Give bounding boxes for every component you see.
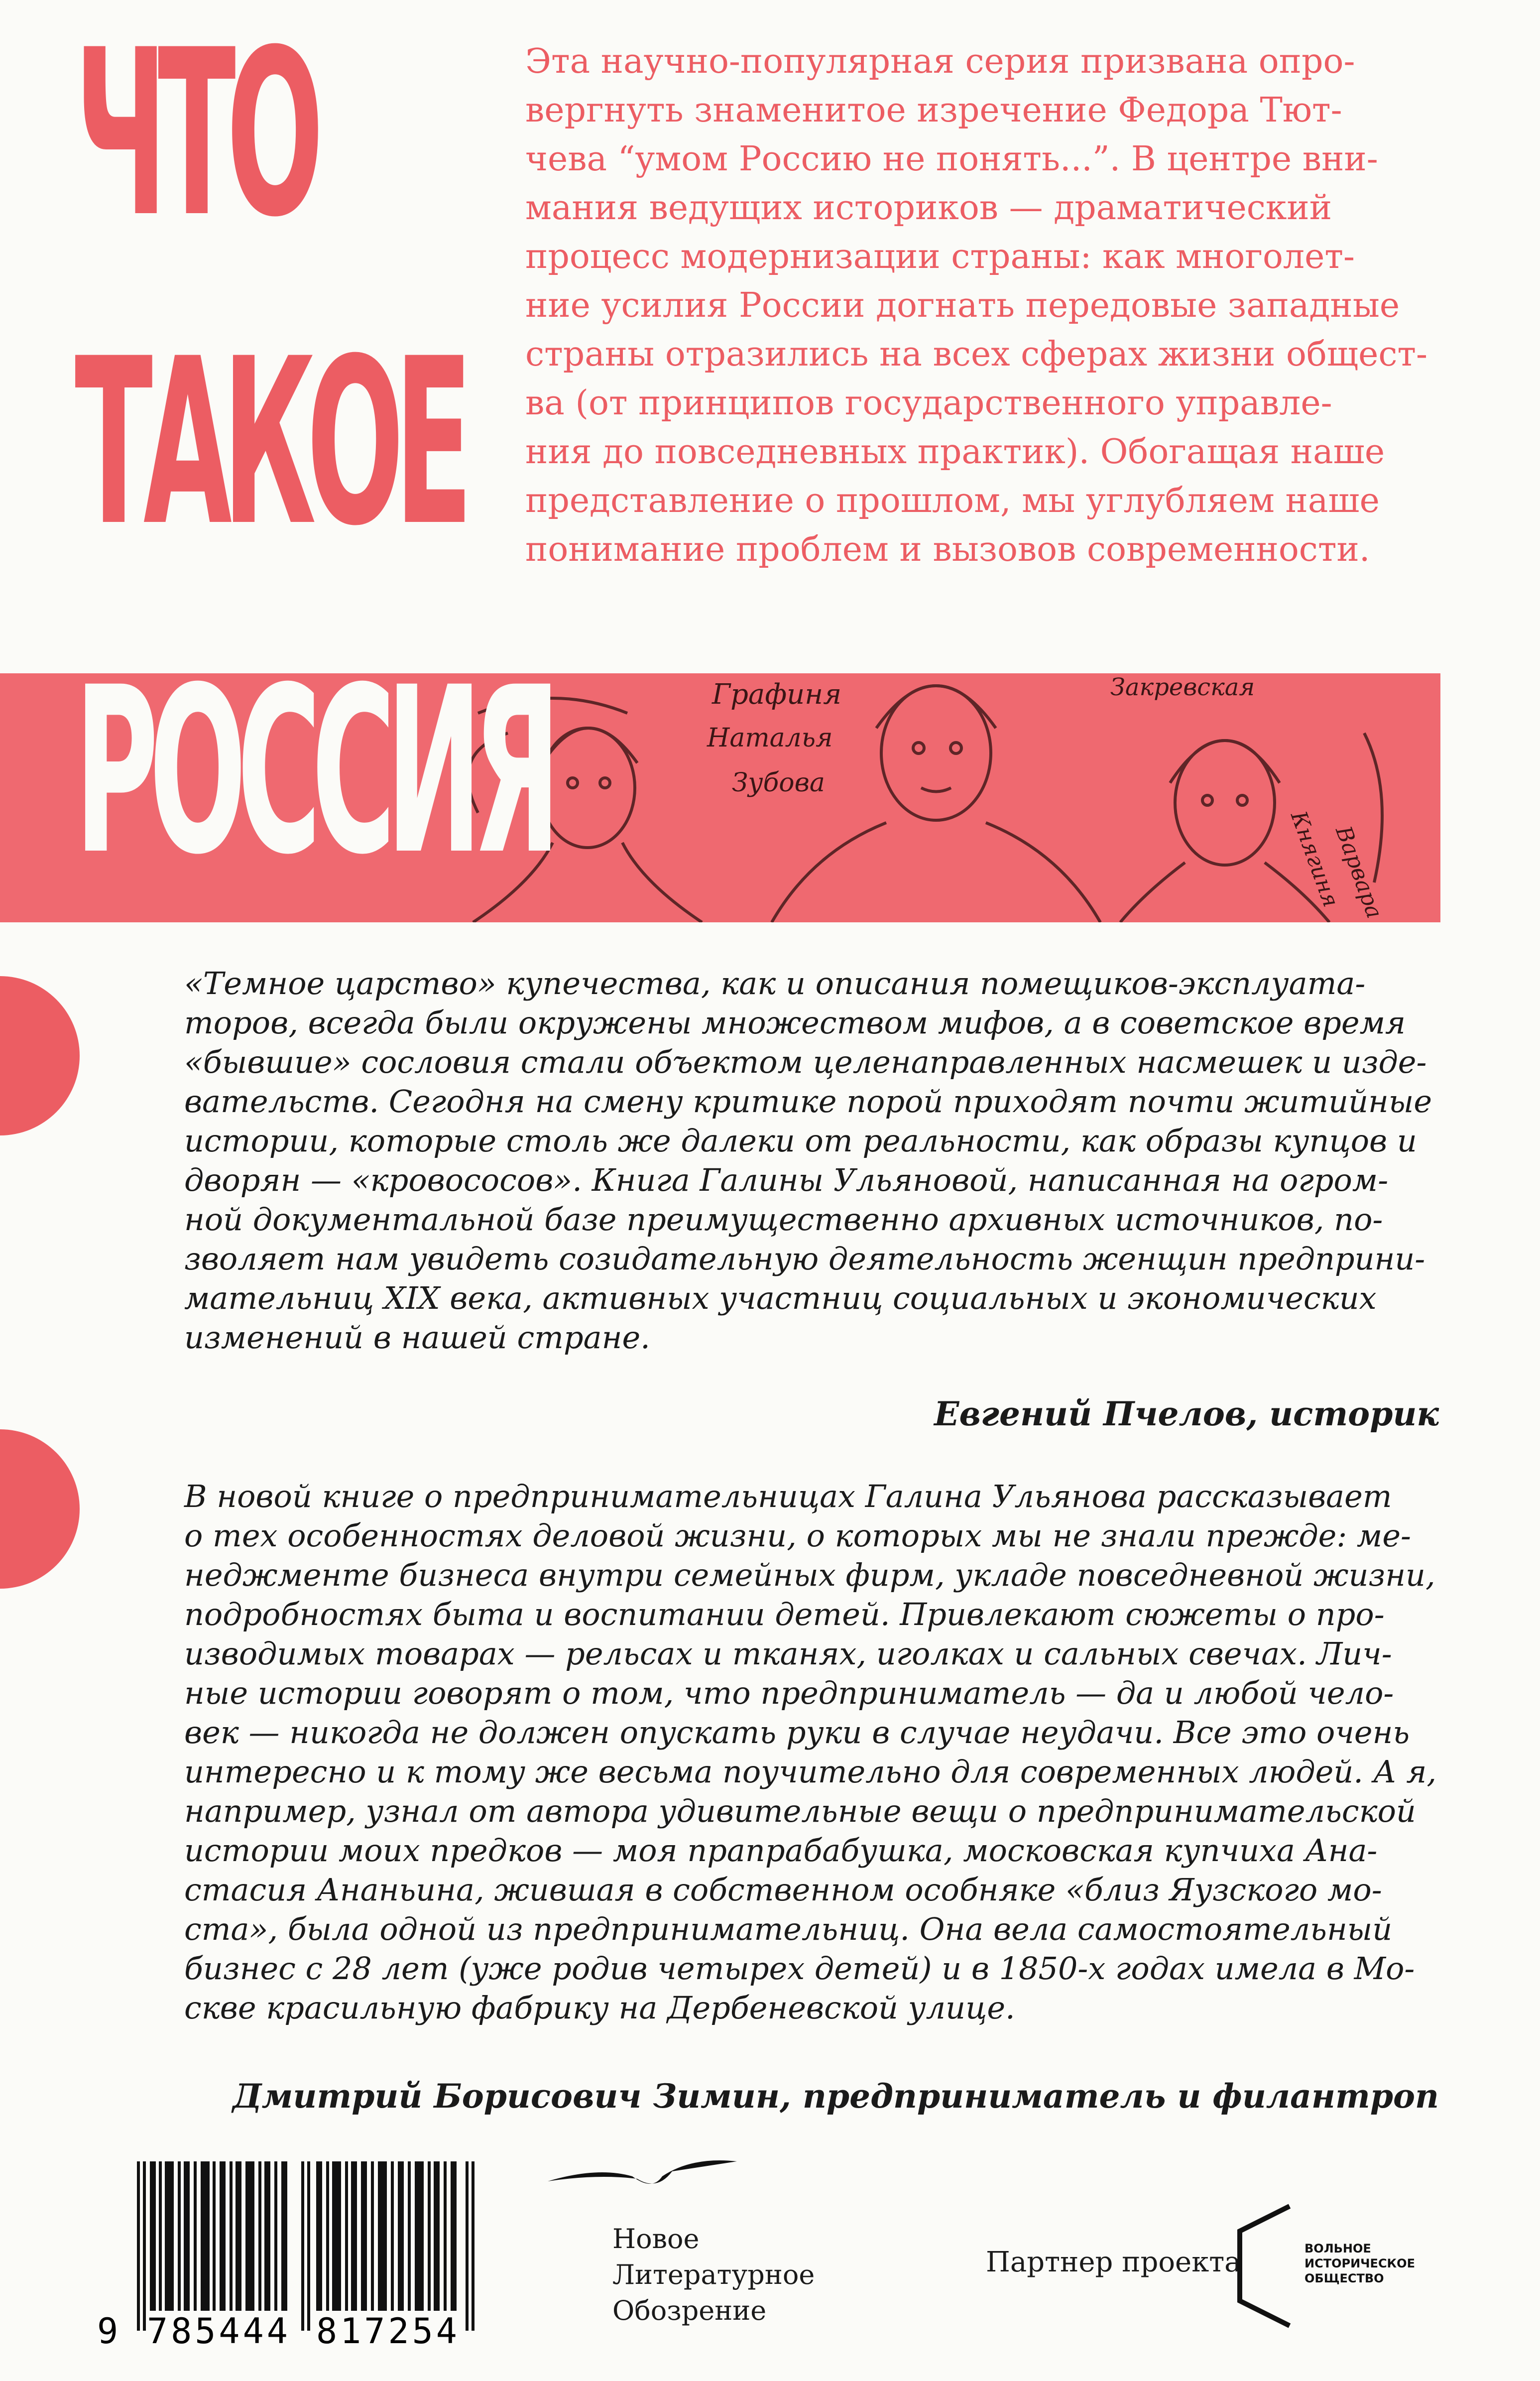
intro-line: ва (от принципов государственного управле- xyxy=(525,383,1332,423)
intro-line: ние усилия России догнать передовые западные xyxy=(525,286,1400,325)
intro-line: ния до повседневных практик). Обогащая наше xyxy=(525,432,1385,472)
handwritten-caption: Варвара xyxy=(1330,823,1388,922)
review-line: «Темное царство» купечества, как и описания помещиков-эксплуата- xyxy=(184,965,1366,1002)
handwritten-caption: Наталья xyxy=(707,723,833,753)
review-line: «бывшие» сословия стали объектом целенаправленных насмешек и изде- xyxy=(184,1044,1427,1080)
intro-line: представление о прошлом, мы углубляем наше xyxy=(525,481,1380,520)
publisher-line: Литературное xyxy=(612,2259,815,2290)
series-title-line-3: РОССИЯ xyxy=(75,638,552,905)
review-line: истории моих предков — моя прапрабабушка, московская купчиха Ана- xyxy=(184,1832,1378,1869)
review-line: век — никогда не должен опускать руки в случае неудачи. Все это очень xyxy=(184,1714,1410,1751)
review-line: неджменте бизнеса внутри семейных фирм, укладе повседневной жизни, xyxy=(184,1557,1435,1593)
handwritten-caption: Закревская xyxy=(1110,673,1255,701)
review-line: истории, которые столь же далеки от реальности, как образы купцов и xyxy=(184,1123,1417,1159)
review-line: стасия Ананьина, жившая в собственном особняке «близ Яузского мо- xyxy=(184,1872,1382,1908)
isbn-barcode xyxy=(97,2161,490,2366)
publisher-line: Новое xyxy=(612,2223,700,2255)
partner-label: Партнер проекта xyxy=(986,2246,1241,2278)
review-line: ной документальной базе преимущественно архивных источников, по- xyxy=(184,1201,1383,1238)
review-line: бизнес с 28 лет (уже родив четырех детей) и в 1850-х годах имела в Мо- xyxy=(184,1950,1415,1987)
series-title-line-2: ТАКОЕ xyxy=(75,310,464,576)
review-line: мательниц XIX века, активных участниц социальных и экономических xyxy=(184,1280,1377,1316)
publisher-line: Обозрение xyxy=(612,2295,767,2326)
barcode-bars xyxy=(132,2161,490,2331)
review-line: В новой книге о предпринимательницах Галина Ульянова рассказывает xyxy=(184,1478,1392,1514)
handwritten-caption: Княгиня xyxy=(1286,808,1344,911)
decorative-dot xyxy=(0,1429,80,1589)
review-author-pchelov: Евгений Пчелов, историк xyxy=(934,1394,1439,1433)
barcode-digits-group-2: 817254 xyxy=(316,2311,460,2352)
partner-logo xyxy=(1230,2201,1439,2331)
intro-line: понимание проблем и вызовов современности. xyxy=(525,530,1370,569)
intro-line: Эта научно-популярная серия призвана опро- xyxy=(525,42,1355,81)
intro-line: чева “умом Россию не понять...”. В центре вни- xyxy=(525,139,1378,179)
publisher-name xyxy=(612,2221,815,2329)
handwritten-caption: Зубова xyxy=(732,768,825,798)
intro-line: мания ведущих историков — драматический xyxy=(525,188,1332,228)
series-title-line-1: ЧТО xyxy=(75,1,315,267)
review-line: торов, всегда были окружены множеством мифов, а в советское время xyxy=(184,1004,1406,1041)
decorative-dot xyxy=(0,976,80,1135)
review-line: интересно и к тому же весьма поучительно для современных людей. А я, xyxy=(184,1754,1437,1790)
barcode-digit-first: 9 xyxy=(97,2311,118,2352)
review-zimin xyxy=(184,1477,1439,2027)
barcode-digits-group-1: 785444 xyxy=(147,2311,291,2352)
review-line: изводимых товарах — рельсах и тканях, иголках и сальных свечах. Лич- xyxy=(184,1635,1392,1672)
review-line: подробностях быта и воспитании детей. Привлекают сюжеты о про- xyxy=(184,1596,1385,1632)
publisher-logo-icon xyxy=(543,2151,742,2201)
partner-logo-line: ВОЛЬНОЕ xyxy=(1304,2242,1371,2256)
handwritten-caption: Графиня xyxy=(712,678,842,711)
partner-logo-line: ОБЩЕСТВО xyxy=(1304,2271,1384,2285)
partner-logo-line: ИСТОРИЧЕСКОЕ xyxy=(1304,2256,1415,2270)
review-line: ста», была одной из предпринимательниц. Она вела самостоятельный xyxy=(184,1911,1393,1947)
review-line: изменений в нашей стране. xyxy=(184,1319,650,1356)
review-line: вательств. Сегодня на смену критике порой приходят почти житийные xyxy=(184,1083,1432,1120)
intro-line: процесс модернизации страны: как многолет- xyxy=(525,237,1355,276)
review-author-zimin: Дмитрий Борисович Зимин, предприниматель и филантроп xyxy=(232,2077,1439,2116)
review-line: зволяет нам увидеть созидательную деятельность женщин предприни- xyxy=(184,1241,1425,1277)
intro-line: страны отразились на всех сферах жизни общест- xyxy=(525,335,1427,374)
series-description xyxy=(525,37,1451,574)
review-line: дворян — «кровососов». Книга Галины Ульяновой, написанная на огром- xyxy=(184,1162,1389,1198)
review-line: о тех особенностях деловой жизни, о которых мы не знали прежде: ме- xyxy=(184,1517,1411,1554)
intro-line: вергнуть знаменитое изречение Федора Тют- xyxy=(525,91,1342,130)
review-pchelov xyxy=(184,964,1439,1357)
review-line: скве красильную фабрику на Дербеневской улице. xyxy=(184,1990,1015,2026)
review-line: ные истории говорят о том, что предприниматель — да и любой чело- xyxy=(184,1675,1394,1711)
review-line: например, узнал от автора удивительные вещи о предпринимательской xyxy=(184,1793,1416,1829)
